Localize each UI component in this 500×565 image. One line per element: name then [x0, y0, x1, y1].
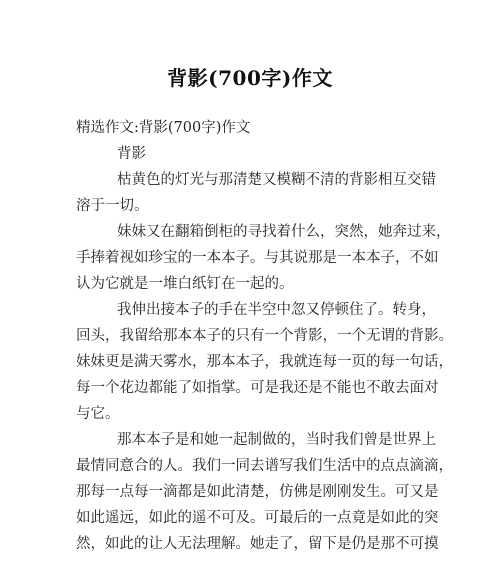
paragraph-line: 妹妹又在翻箱倒柜的寻找着什么，突然，她奔过来， — [117, 224, 451, 240]
subtitle-line: 精选作文:背影(700字)作文 — [76, 120, 251, 136]
paragraph-line: 最情同意合的人。我们一同去谱写我们生活中的点点滴滴， — [76, 458, 453, 474]
paragraph-line: 我伸出接本子的手在半空中忽又停顿住了。转身， — [117, 302, 436, 318]
paragraph-line: 手捧着视如珍宝的一本本子。与其说那是一本本子，不如 — [76, 250, 439, 266]
paragraph-line: 与它。 — [76, 406, 120, 422]
document-title: 背影(700字)作文 — [167, 66, 333, 90]
paragraph-line: 每一个花边都能了如指掌。可是我还是不能也不敢去面对 — [76, 380, 439, 396]
paragraph-line: 认为它就是一堆白纸钉在一起的。 — [76, 276, 294, 292]
paragraph-line: 回头，我留给那本本子的只有一个背影，一个无谓的背影。 — [76, 328, 453, 344]
paragraph-line: 枯黄色的灯光与那清楚又模糊不清的背影相互交错 — [117, 172, 436, 188]
section-heading: 背影 — [117, 146, 146, 162]
paragraph-line: 那每一点每一滴都是如此清楚，仿佛是刚刚发生。可又是 — [76, 484, 439, 500]
paragraph-line: 妹妹更是满天雾水，那本本子，我就连每一页的每一句话， — [76, 354, 453, 370]
paragraph-line: 溶于一切。 — [76, 198, 149, 214]
paragraph-line: 如此遥远，如此的遥不可及。可最后的一点竟是如此的突 — [76, 510, 439, 526]
paragraph-line: 那本本子是和她一起制做的，当时我们曾是世界上 — [117, 432, 436, 448]
paragraph-line: 然，如此的让人无法理解。她走了，留下是仍是那不可摸 — [76, 536, 439, 552]
